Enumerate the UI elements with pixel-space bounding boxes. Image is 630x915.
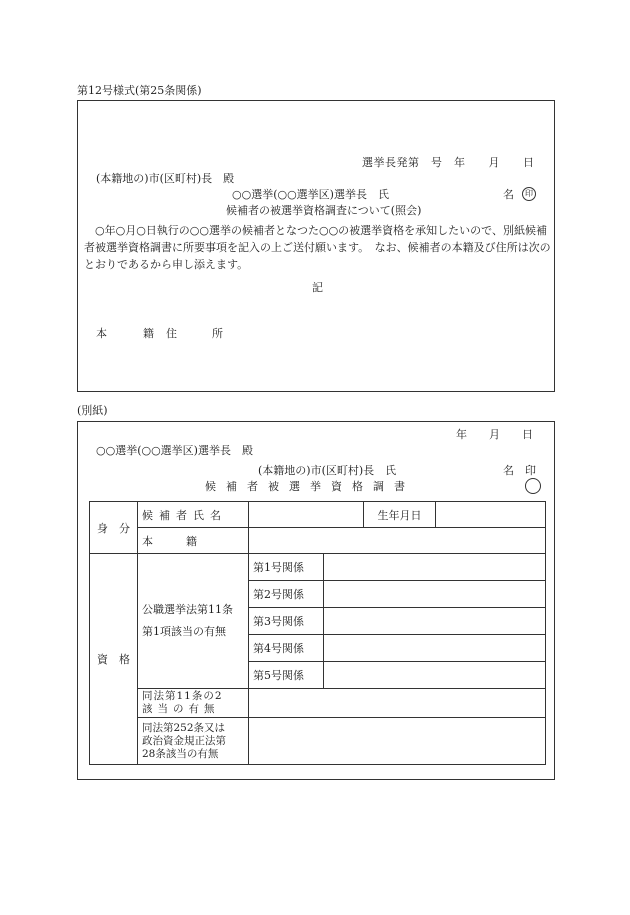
jusho-label-1: 住 [166, 327, 177, 340]
article11-line1: 公職選挙法第11条 [142, 603, 233, 616]
item-label: 第4号関係 [249, 635, 324, 662]
eligibility-table [89, 501, 546, 765]
honseki-cell [249, 528, 546, 554]
letter-addressee: (本籍地の)市(区町村)長 殿 [96, 172, 235, 185]
item-label: 第3号関係 [249, 608, 324, 635]
candidate-name-cell [249, 502, 364, 528]
table-row [90, 718, 546, 765]
jusho-label-2: 所 [212, 327, 223, 340]
attachment-title: 候補者被選挙資格調書 [205, 480, 415, 493]
item-cell [324, 554, 546, 581]
article252-label [138, 718, 249, 765]
table-row [90, 554, 546, 581]
article252-line1: 同法第252条又は [142, 721, 226, 734]
form-title: 第12号様式(第25条関係) [77, 84, 202, 97]
letter-sender: ○○選挙(○○選挙区)選挙長 氏 [232, 188, 389, 201]
ki-label: 記 [312, 281, 323, 294]
shikaku-label: 資 格 [90, 554, 138, 765]
article252-line2: 政治資金規正法第 [142, 734, 226, 747]
article11-2-line1: 同法第11条の2 [142, 690, 223, 702]
attachment-label: (別紙) [77, 404, 108, 417]
doc-number-line: 選挙長発第 号 年 月 日 [362, 156, 535, 169]
attachment-sender: (本籍地の)市(区町村)長 氏 [258, 464, 397, 477]
birthdate-label: 生年月日 [364, 502, 436, 528]
item-label: 第2号関係 [249, 581, 324, 608]
seal-mark-icon: 印 [522, 187, 536, 201]
item-cell [324, 635, 546, 662]
item-label: 第5号関係 [249, 662, 324, 689]
letter-body: ○年○月○日執行の○○選挙の候補者となつた○○の被選挙資格を承知したいので、別紙候補者被選挙資格調書に所要事項を記入の上ご送付願います。 なお、候補者の本籍及び住所は次のとおりであるから申し添えます。 [84, 224, 551, 271]
table-row [90, 528, 546, 554]
article11-2-cell [249, 689, 546, 718]
item-cell [324, 662, 546, 689]
seal-circle-icon [525, 478, 541, 494]
honseki-row-label: 本 籍 [138, 528, 249, 554]
letter-subject: 候補者の被選挙資格調査について(照会) [226, 204, 422, 217]
article11-line2: 第1項該当の有無 [142, 625, 226, 638]
item-label: 第1号関係 [249, 554, 324, 581]
article252-cell [249, 718, 546, 765]
attachment-date-line: 年 月 日 [456, 428, 533, 441]
mibun-label: 身 分 [90, 502, 138, 554]
article11-label [138, 554, 249, 689]
table-row [90, 502, 546, 528]
birthdate-cell [436, 502, 546, 528]
attachment-addressee: ○○選挙(○○選挙区)選挙長 殿 [96, 444, 253, 457]
honseki-label-1: 本 [96, 327, 107, 340]
item-cell [324, 581, 546, 608]
article11-2-label [138, 689, 249, 718]
attachment-sender-name-label: 名 印 [503, 464, 536, 477]
letter-sender-name-label: 名 [503, 188, 514, 201]
candidate-name-label: 候補者氏名 [138, 502, 249, 528]
table-row [90, 689, 546, 718]
honseki-label-2: 籍 [143, 327, 154, 340]
article252-line3: 28条該当の有無 [142, 747, 219, 760]
article11-2-line2: 該当の有無 [142, 703, 220, 715]
item-cell [324, 608, 546, 635]
